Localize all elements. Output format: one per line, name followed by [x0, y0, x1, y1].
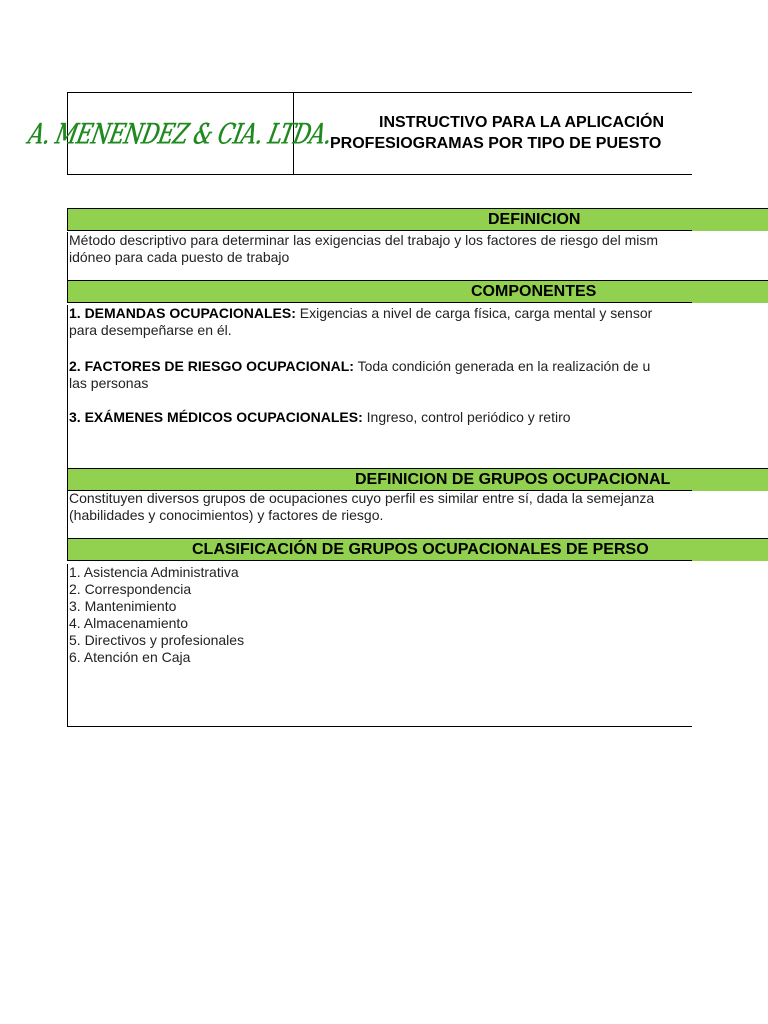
section-header-definicion [67, 208, 768, 231]
section-title-componentes: COMPONENTES [471, 283, 597, 300]
clasificacion-item-6: 6. Atención en Caja [69, 649, 191, 665]
grupos-def-line-2: (habilidades y conocimientos) y factores de riesgo. [69, 507, 384, 523]
grupos-def-text [67, 490, 692, 538]
componente-text-3: Ingreso, control periódico y retiro [362, 409, 571, 425]
company-logo [26, 93, 335, 174]
componente-continuation-2: las personas [69, 375, 149, 391]
table-bottom-border [67, 726, 692, 727]
clasificacion-item-1: 1. Asistencia Administrativa [69, 564, 239, 580]
definicion-line-2: idóneo para cada puesto de trabajo [69, 249, 290, 265]
grupos-def-line-1: Constituyen diversos grupos de ocupaciones cuyo perfil es similar entre sí, dada la semejanza [69, 490, 655, 506]
componente-item-1 [68, 305, 692, 322]
definicion-line-1: Método descriptivo para determinar las exigencias del trabajo y los factores de riesgo del mism [69, 232, 659, 248]
clasificacion-item-2: 2. Correspondencia [69, 581, 192, 597]
componente-item-2 [68, 358, 692, 375]
section-header-clasificacion [67, 538, 768, 561]
componente-label-2: 2. FACTORES DE RIESGO OCUPACIONAL: [69, 358, 354, 374]
title-line-2: PROFESIOGRAMAS POR TIPO DE PUESTO [330, 135, 662, 152]
componente-text-1: Exigencias a nivel de carga física, carga mental y sensor [295, 305, 653, 321]
clasificacion-list [67, 564, 692, 726]
document-title [294, 93, 692, 174]
section-header-componentes [67, 280, 768, 303]
section-header-grupos-def [67, 468, 768, 491]
company-logo-text: A. MENENDEZ & CIA. LTDA. [26, 117, 335, 150]
section-title-definicion: DEFINICION [488, 211, 581, 228]
clasificacion-item-4: 4. Almacenamiento [69, 615, 189, 631]
componente-label-3: 3. EXÁMENES MÉDICOS OCUPACIONALES: [69, 409, 363, 425]
componente-text-2: Toda condición generada en la realización de u [353, 358, 651, 374]
componente-item-3 [68, 409, 692, 426]
document-header [26, 92, 692, 175]
section-title-clasificacion: CLASIFICACIÓN DE GRUPOS OCUPACIONALES DE PERSO [192, 541, 649, 558]
componentes-list [67, 305, 692, 468]
clasificacion-item-3: 3. Mantenimiento [69, 598, 177, 614]
componente-continuation-1: para desempeñarse en él. [69, 322, 232, 338]
componente-label-1: 1. DEMANDAS OCUPACIONALES: [69, 305, 296, 321]
definicion-text [67, 232, 692, 280]
title-line-1: INSTRUCTIVO PARA LA APLICACIÓN [379, 114, 665, 131]
section-title-grupos-def: DEFINICION DE GRUPOS OCUPACIONAL [355, 471, 671, 488]
clasificacion-item-5: 5. Directivos y profesionales [69, 632, 245, 648]
